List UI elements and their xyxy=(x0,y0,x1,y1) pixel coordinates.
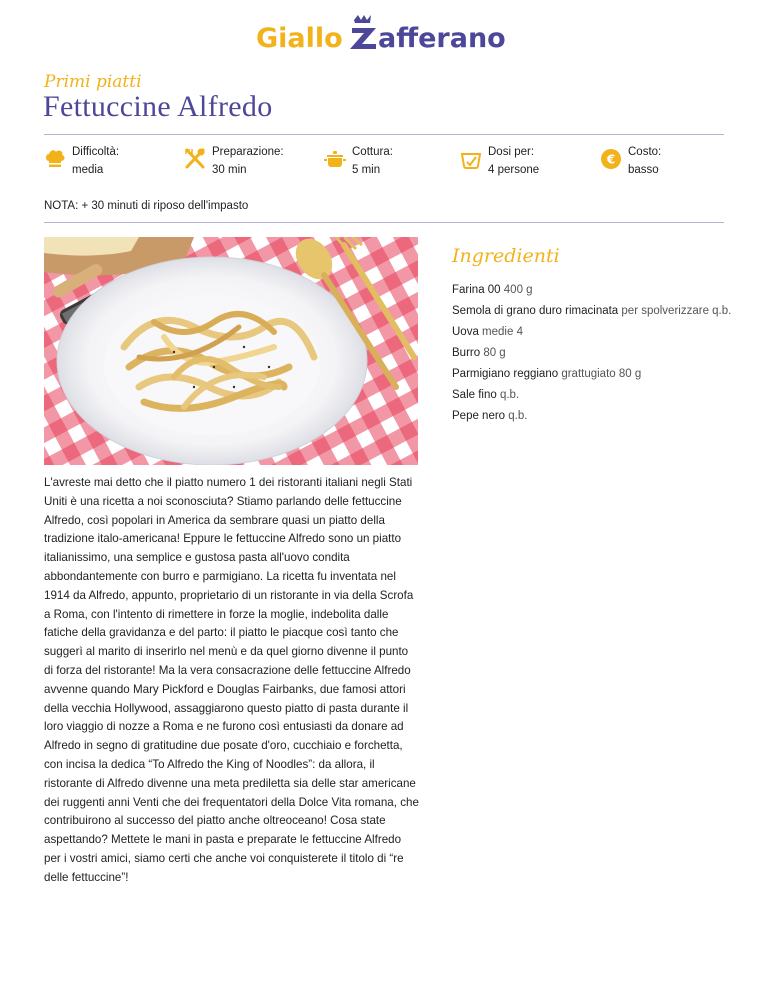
ingredient-item xyxy=(452,385,732,406)
info-label: Cottura: xyxy=(352,146,393,158)
ingredient-name[interactable]: Sale fino xyxy=(452,389,497,401)
giallozafferano-logo xyxy=(0,14,768,61)
ingredient-name[interactable]: Parmigiano reggiano xyxy=(452,368,559,380)
ingredient-name[interactable]: Burro xyxy=(452,347,481,359)
ingredient-name[interactable]: Farina 00 xyxy=(452,284,501,296)
info-label: Dosi per: xyxy=(488,146,535,158)
ingredient-item xyxy=(452,280,732,301)
ingredient-name[interactable]: Semola di grano duro rimacinata xyxy=(452,305,619,317)
ingredient-qty: per spolverizzare q.b. xyxy=(618,305,732,317)
ingredients-list xyxy=(452,280,732,427)
svg-text:€: € xyxy=(606,152,616,167)
note-text: + 30 minuti di riposo dell'impasto xyxy=(78,200,249,212)
recipe-note xyxy=(44,200,248,212)
pot-icon xyxy=(324,148,346,170)
recipe-category[interactable]: Primi piatti xyxy=(44,72,142,92)
info-value: media xyxy=(72,164,104,176)
ingredient-qty: medie 4 xyxy=(478,326,523,338)
info-value: 5 min xyxy=(352,164,381,176)
logo-text-afferano: afferano xyxy=(378,23,506,54)
bowl-icon xyxy=(460,148,482,170)
info-value: 4 persone xyxy=(488,164,540,176)
info-label: Preparazione: xyxy=(212,146,284,158)
recipe-photo xyxy=(44,237,418,465)
divider-bottom xyxy=(44,222,724,223)
utensils-icon xyxy=(184,148,206,170)
logo-text-giallo: Giallo xyxy=(256,23,343,54)
ingredient-name[interactable]: Uova xyxy=(452,326,479,338)
logo-z-crown-icon xyxy=(350,15,376,49)
ingredient-item xyxy=(452,301,732,322)
ingredient-name[interactable]: Pepe nero xyxy=(452,410,506,422)
ingredient-item xyxy=(452,322,732,343)
recipe-title: Fettuccine Alfredo xyxy=(43,90,273,123)
ingredient-qty: q.b. xyxy=(496,389,520,401)
ingredient-qty: grattugiato 80 g xyxy=(558,368,642,380)
ingredient-qty: q.b. xyxy=(505,410,528,422)
euro-icon xyxy=(600,148,622,170)
note-label: NOTA: xyxy=(44,200,79,212)
info-label: Difficoltà: xyxy=(72,146,120,158)
ingredient-qty: 80 g xyxy=(480,347,506,359)
recipe-info-row xyxy=(44,146,724,182)
ingredient-qty: 400 g xyxy=(500,284,533,296)
chef-hat-icon xyxy=(44,148,66,170)
info-label: Costo: xyxy=(628,146,662,158)
info-value: 30 min xyxy=(212,164,247,176)
recipe-description: L'avreste mai detto che il piatto numero 1 dei ristoranti italiani negli Stati Uniti è una ricetta a noi sconosciuta? Stiamo parlando delle fettuccine Alfredo, così popolari in America da sembrare quasi un piatto della tradizione italo-americana! Eppure le fettuccine Alfredo sono un piatto italianissimo, una semplice e gustosa pasta all'uovo condita abbondantemente con burro e parmigiano. La ricetta fu inventata nel 1914 da Alfredo, appunto, proprietario di un ristorante in via della Scrofa a Roma, con l'intento di rimettere in forze la moglie, indebolita dalle fatiche della gravidanza e del parto: il piatto le piacque così tanto che suggerì al marito di inserirlo nel menù e da quel giorno divenne il punto di forza del ristorante! Ma la vera consacrazione delle fettuccine Alfredo avvenne quando Mary Pickford e Douglas Fairbanks, due famosi attori della vecchia Hollywood, assaggiarono questo piatto di pasta durante il loro viaggio di nozze a Roma e ne furono così entusiasti da donare ad Alfredo in segno di gratitudine due posate d'oro, cucchiaio e forchetta, con incisa la dedica “To Alfredo the King of Noodles”: da allora, il ristorante di Alfredo divenne una meta prediletta sia delle star americane dei ruggenti anni Venti che dei frequentatori della Dolce Vita romana, che contribuirono al successo del piatto anche oltreoceano! Cosa state aspettando? Mettete le mani in pasta e preparate le fettuccine Alfredo per i vostri amici, siamo certi che anche voi conquisterete il titolo di “re delle fettuccine”! xyxy=(44,476,419,884)
ingredient-item xyxy=(452,364,732,385)
ingredient-item xyxy=(452,343,732,364)
divider-top xyxy=(44,134,724,135)
info-value: basso xyxy=(628,164,659,176)
ingredient-item xyxy=(452,406,732,427)
ingredients-title: Ingredienti xyxy=(452,245,560,267)
